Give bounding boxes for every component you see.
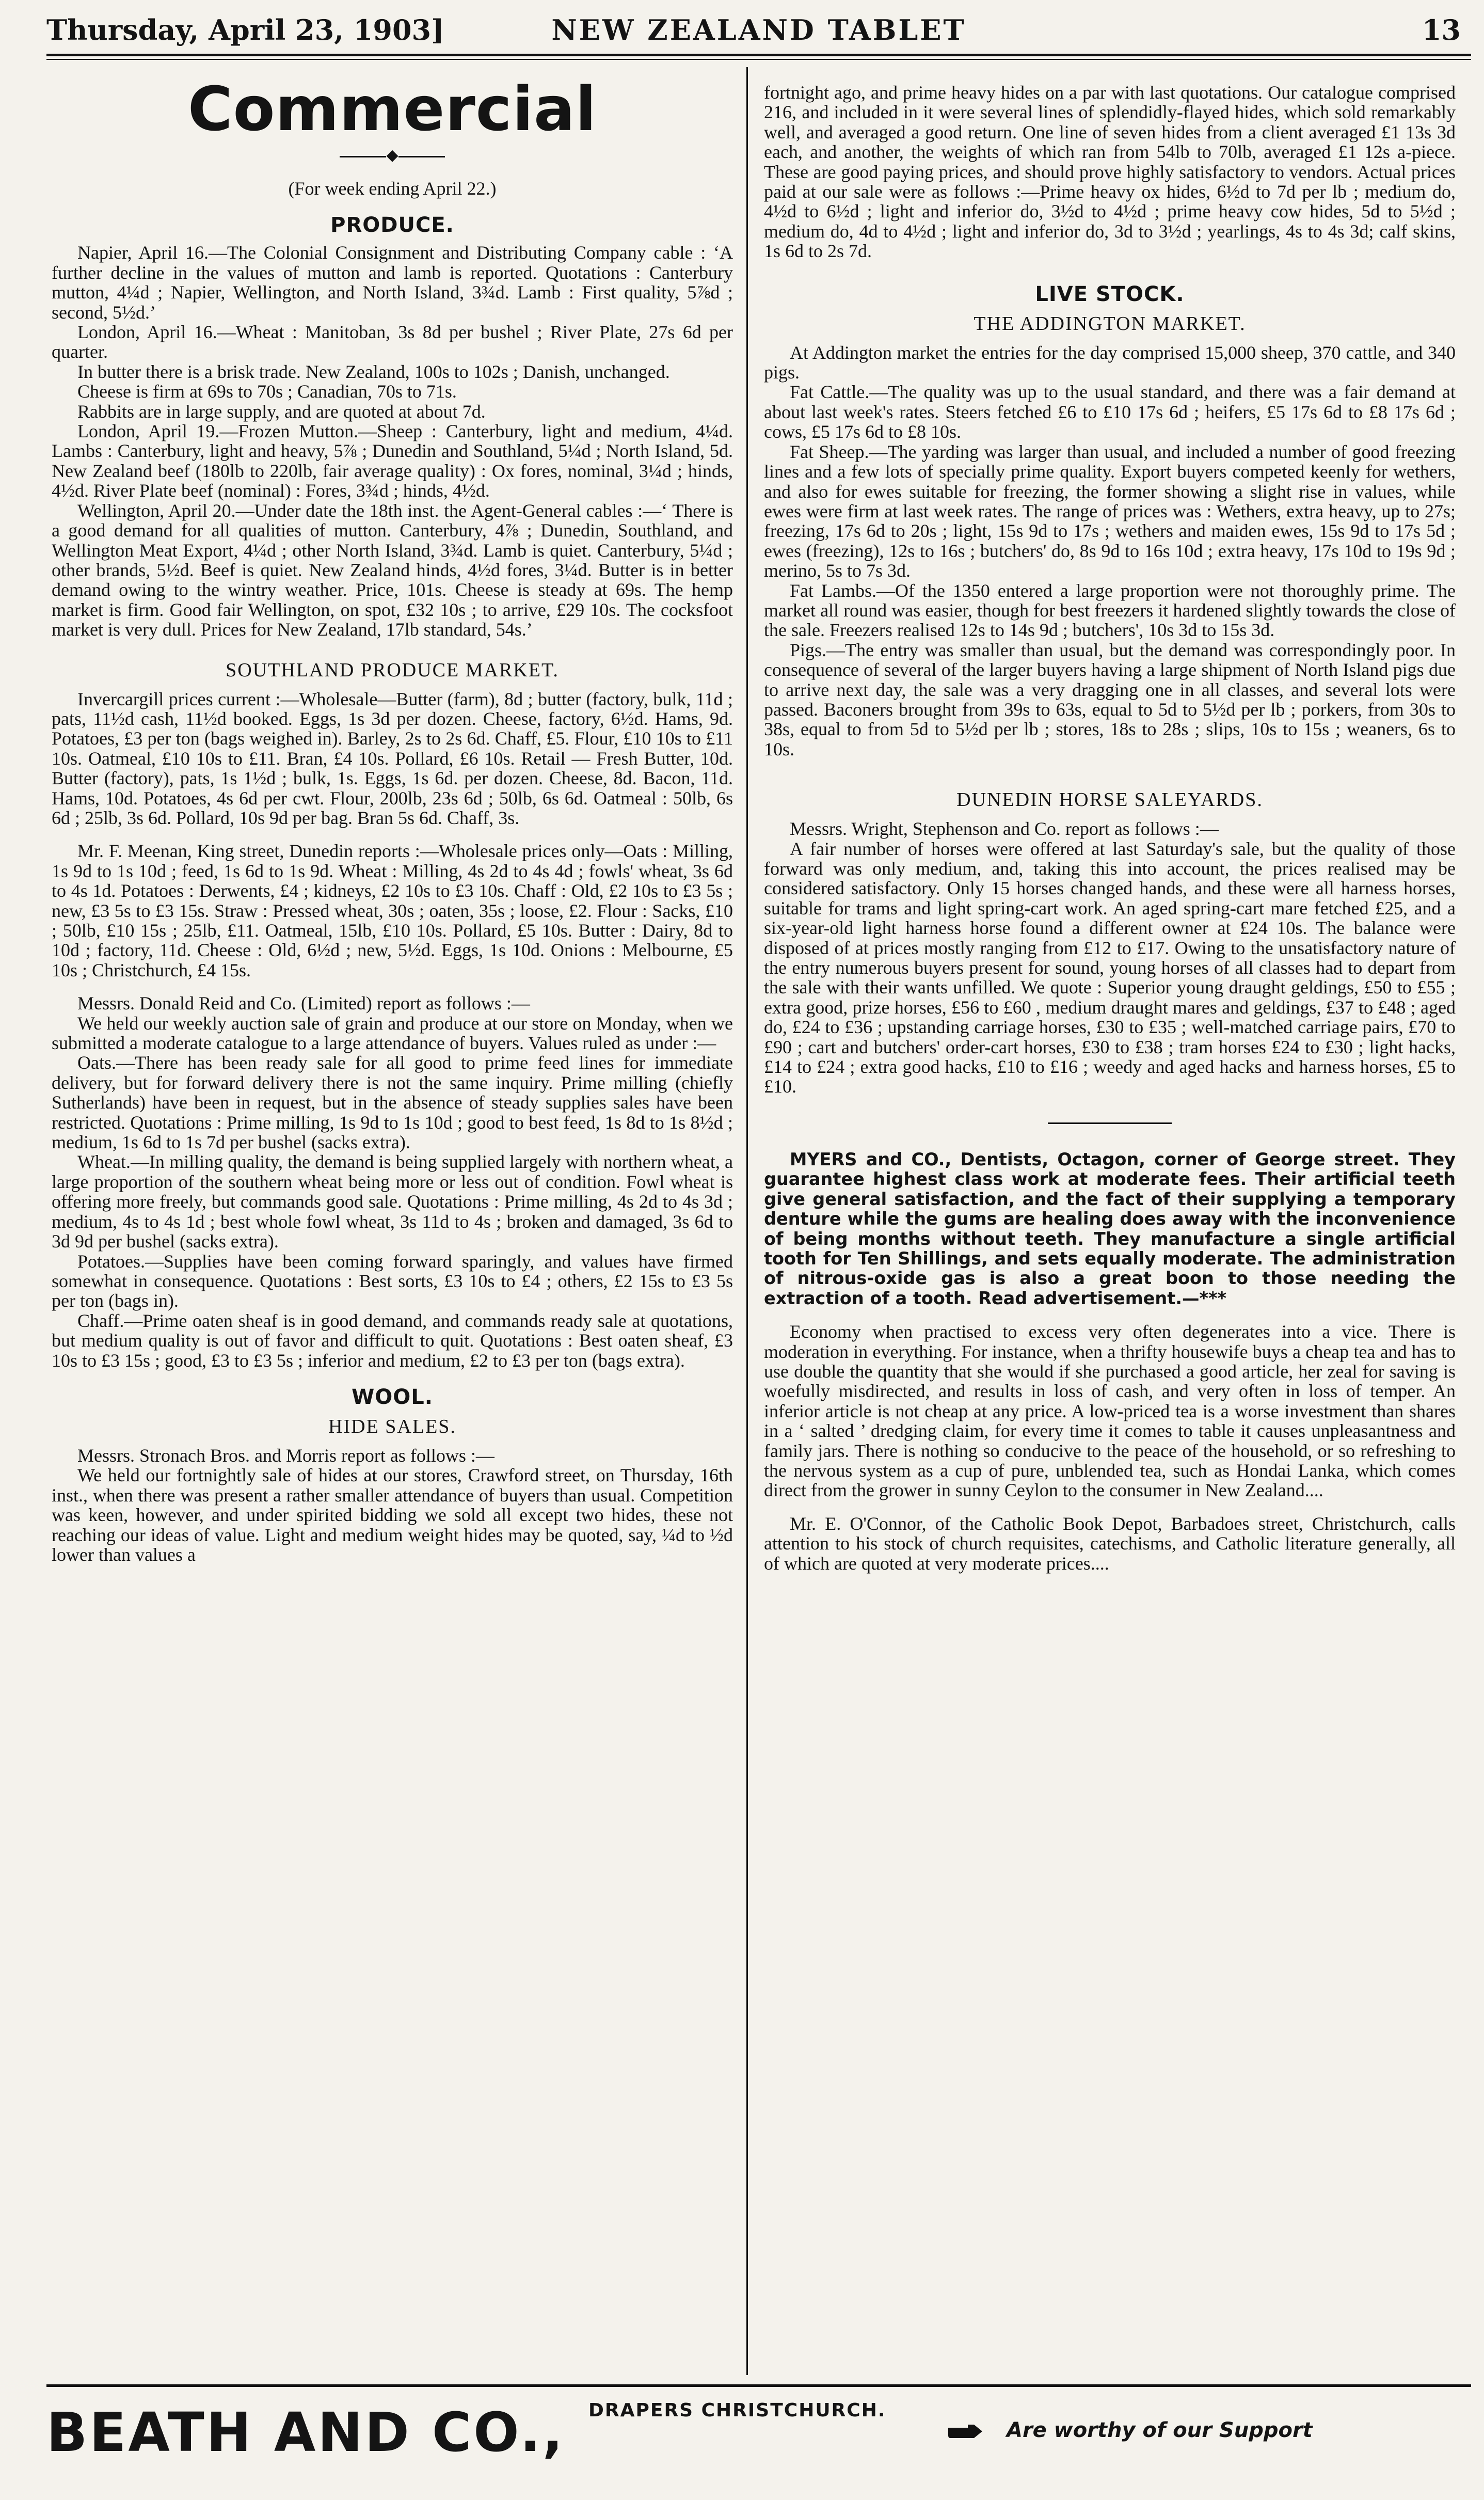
addington-paragraph: Fat Cattle.—The quality was up to the usual standard, and there was a fair demand at about last week's rates. Steers fetched £6 to £10 17s 6d ; heifers, £5 17s 6d to £8 17s 6d ; cows, £5 17s 6d to £8 10s. (764, 382, 1456, 442)
horse-paragraph: A fair number of horses were offered at last Saturday's sale, but the quality of those forward was only medium, and, taking this into account, the prices realised may be considered satisfactory. Only 15 horses changed hands, and these were all harness horses, suitable for trams and light spring-cart work. An aged spring-cart mare fetched £25, and a six-year-old light harness horse found a different owner at £24 10s. The balance were disposed of at prices mostly ranging from £12 to £17. Owing to the unsatisfactory nature of the entry numerous buyers present for sound, young horses of all classes had to depart from the sale with their wants unfilled. We quote : Superior young draught geldings, £50 to £55 ; extra good, prize horses, £56 to £60 , medium draught mares and geldings, £37 to £48 ; aged do, £24 to £36 ; upstanding carriage horses, £30 to £35 ; well-matched carriage pairs, £70 to £90 ; cart and butchers' order-cart horses, £30 to £38 ; tram horses £24 to £30 ; light hacks, £14 to £24 ; extra good hacks, £10 to £16 ; weedy and aged hacks and harness horses, £5 to £10. (764, 838, 1456, 1097)
addington-paragraph: Fat Lambs.—Of the 1350 entered a large proportion were not thoroughly prime. The market all round was easier, though for best freezers it hardened slightly towards the close of the sale. Freezers realised 12s to 14s 9d ; butchers', 10s 3d to 15s 3d. (764, 580, 1456, 641)
hides-paragraph: We held our fortnightly sale of hides at our stores, Crawford street, on Thursday, 16th inst., when there was present a rather smaller attendance of buyers than usual. Competition was keen, however, and under spirited bidding we sold all except two hides, these not reaching our ideas of value. Light and medium weight hides may be quoted, say, ¼d to ½d lower than values a (52, 1465, 733, 1565)
addington-paragraph: At Addington market the entries for the day comprised 15,000 sheep, 370 cattle, and 340 pigs. (764, 342, 1456, 383)
footer-drapers: DRAPERS CHRISTCHURCH. (588, 2400, 886, 2421)
produce-paragraph: London, April 19.—Frozen Mutton.—Sheep : Canterbury, light and medium, 4¼d. Lambs : Canterbury, light and heavy, 5⅞ ; Dunedin and Southland, 5¼d ; North Island, 5d. New Zealand beef (180lb to 220lb, fair average quality) : Ox fores, nominal, 3¼d ; hinds, 4½d. River Plate beef (nominal) : Fores, 3¾d ; hinds, 4½d. (52, 421, 733, 501)
horse-paragraph: Messrs. Wright, Stephenson and Co. report as follows :— (790, 818, 1219, 840)
header-title: NEW ZEALAND TABLET (551, 13, 966, 46)
header-page-number: 13 (1422, 13, 1461, 46)
southland-paragraph: Invercargill prices current :—Wholesale—Butter (farm), 8d ; butter (factory, bulk, 11d ; pats, 11½d cash, 11½d booked. Eggs, 1s 3d per dozen. Cheese, factory, 6½d. Hams, 9d. Potatoes, £3 per ton (bags weighed in). Barley, 2s to 2s 6d. Chaff, £5. Flour, £10 10s to £11 10s. Oatmeal, £10 10s to £11. Bran, £4 10s. Pollard, £6 10s. Retail — Fresh Butter, 10d. Butter (factory), pats, 1s 1½d ; bulk, 1s. Eggs, 1s 6d. per dozen. Cheese, 8d. Bacon, 11d. Hams, 10d. Potatoes, 4s 6d per cwt. Flour, 200lb, 23s 6d ; 50lb, 6s 6d. Oatmeal : 50lb, 6s 6d ; 25lb, 3s 6d. Pollard, 10s 9d per bag. Bran 5s 6d. Chaff, 3s. (52, 688, 733, 828)
produce-paragraph: In butter there is a brisk trade. New Zealand, 100s to 102s ; Danish, unchanged. (77, 361, 670, 382)
section-rule (1048, 1122, 1172, 1124)
header-rule-thin (46, 59, 1471, 60)
wool-heading: WOOL. (352, 1385, 433, 1409)
column-right (764, 83, 1456, 1573)
produce-heading: PRODUCE. (330, 213, 454, 238)
produce-paragraph: Wellington, April 20.—Under date the 18th inst. the Agent-General cables :—‘ There is a good demand for all qualities of mutton. Canterbury, 4⅞ ; Dunedin, Southland, and Wellington Meat Export, 4¼d ; other North Island, 3¾d. Lamb is quiet. Canterbury, 5¼d ; other brands, 5½d. Beef is quiet. New Zealand hinds, 4½d fores, 3¼d. Butter is in better demand owing to the wintry weather. Price, 101s. Cheese is steady at 69s. The hemp market is firm. Good fair Wellington, on spot, £32 10s ; to arrive, £29 10s. The cocksfoot market is very dull. Prices for New Zealand, 17lb standard, 54s.’ (52, 500, 733, 640)
addington-paragraph: Fat Sheep.—The yarding was larger than usual, and included a number of good freezing lines and a few lots of specially prime quality. Export buyers competed keenly for wethers, and also for ewes suitable for freezing, the former showing a slight rise in values, while ewes were firm at last week rates. The range of prices was : Wethers, extra heavy, up to 27s; freezing, 17s 6d to 20s ; light, 15s 9d to 17s ; wethers and maiden ewes, 15s 9d to 17s 5d ; ewes (freezing), 12s to 16s ; butchers' do, 8s 9d to 16s 10d ; extra heavy, 17s 10d to 19s 9d ; merino, 5s to 7s 3d. (764, 441, 1456, 581)
produce-paragraph: London, April 16.—Wheat : Manitoban, 3s 8d per bushel ; River Plate, 27s 6d per quarter. (52, 322, 733, 362)
reid-paragraph: Messrs. Donald Reid and Co. (Limited) report as follows :— (77, 993, 530, 1014)
hides-continued: fortnight ago, and prime heavy hides on a par with last quotations. Our catalogue comprised 216, and included in it were several lines of splendidly-flayed hides, which sold remarkably well, and averaged a good return. One line of seven hides from a client averaged £1 13s 3d each, and another, the weights of which ran from 54lb to 70lb, averaged £1 12s a-piece. These are good paying prices, and should prove highly satisfactory to vendors. Actual prices paid at our sale were as follows :—Prime heavy ox hides, 6½d to 7d per lb ; medium do, 4½d to 6½d ; light and inferior do, 3½d to 4½d ; prime heavy cow hides, 5d to 5½d ; medium do, 4d to 4½d ; light and inferior do, 3d to 3½d ; yearlings, 4s to 4s 3d; calf skins, 1s 6d to 2s 7d. (764, 82, 1456, 262)
commercial-title: Commercial (187, 73, 597, 145)
oconnor-paragraph: Mr. E. O'Connor, of the Catholic Book Depot, Barbadoes street, Christchurch, calls attention to his stock of church requisites, catechisms, and Catholic literature generally, all of which are quoted at very moderate prices.... (764, 1513, 1456, 1574)
horse-saleyards-heading: DUNEDIN HORSE SALEYARDS. (956, 789, 1263, 811)
livestock-heading: LIVE STOCK. (1035, 282, 1185, 306)
meenan-report: Mr. F. Meenan, King street, Dunedin reports :—Wholesale prices only—Oats : Milling, 1s 9d to 1s 10d ; feed, 1s 6d to 1s 9d. Wheat : Milling, 4s 2d to 4s 4d ; fowls' wheat, 3s 6d to 4s 1d. Potatoes : Derwents, £4 ; kidneys, £2 10s to £3 10s. Chaff : Old, £2 10s to £3 5s ; new, £3 5s to £3 15s. Straw : Pressed wheat, 30s ; oaten, 35s ; loose, £2. Flour : Sacks, £10 ; 50lb, £10 15s ; 25lb, £11. Oatmeal, 15lb, £10 10s. Pollard, £5 10s. Butter : Dairy, 8d to 10d ; factory, 11d. Cheese : Old, 6½d ; new, 5½d. Eggs, 1s 10d. Onions : Melbourne, £5 10s ; Christchurch, £4 15s. (52, 841, 733, 980)
column-divider (746, 67, 748, 2375)
addington-paragraph: Pigs.—The entry was smaller than usual, but the demand was correspondingly poor. In consequence of several of the larger buyers having a large shipment of North Island pigs due to arrive next day, the sale was a very dragging one in all classes, and several lots were passed. Baconers brought from 39s to 63s, equal to 5d to 5½d per lb ; porkers, from 30s to 38s, equal to from 5d to 5½d per lb ; stores, 18s to 28s ; slips, 10s to 15s ; weaners, 6s to 10s. (764, 639, 1456, 760)
diamond-ornament-icon: ◆ (386, 147, 398, 164)
addington-heading: THE ADDINGTON MARKET. (974, 312, 1246, 335)
hide-sales-heading: HIDE SALES. (328, 1415, 456, 1437)
footer-slogan: Are worthy of our Support (1007, 2418, 1313, 2442)
reid-paragraph: Wheat.—In milling quality, the demand is being supplied largely with northern wheat, a large proportion of the southern wheat being more or less out of condition. Fowl wheat is offering more freely, but commands good sale. Quotations : Prime milling, 4s 2d to 4s 3d ; medium, 4s to 4s 1d ; best whole fowl wheat, 3s 11d to 4s ; broken and damaged, 3s 6d to 3d 9d per bushel (sacks extra). (52, 1151, 733, 1252)
reid-paragraph: Chaff.—Prime oaten sheaf is in good demand, and commands ready sale at quotations, but medium quality is out of favor and difficult to quit. Quotations : Best oaten sheaf, £3 10s to £3 15s ; good, £3 to £3 5s ; inferior and medium, £2 to £3 per ton (bags extra). (52, 1310, 733, 1371)
footer-advert (46, 2396, 1471, 2473)
reid-paragraph: We held our weekly auction sale of grain and produce at our store on Monday, when we submitted a moderate catalogue to a large attendance of buyers. Values ruled as under :— (52, 1012, 733, 1054)
footer-rule (46, 2384, 1471, 2387)
reid-paragraph: Potatoes.—Supplies have been coming forward sparingly, and values have firmed somewhat in consequence. Quotations : Best sorts, £3 10s to £4 ; others, £2 15s to £3 5s per ton (bags in). (52, 1251, 733, 1311)
myers-ad-text: MYERS and CO., Dentists, Octagon, corner of George street. They guarantee highest class work at moderate fees. Their artificial teeth give general satisfaction, and the fact of their supplying a temporary denture while the gums are healing does away with the inconvenience of being months without teeth. They manufacture a single artificial tooth for Ten Shillings, and sets equally moderate. The administration of nitrous-oxide gas is also a great boon to those needing the extraction of a tooth. Read advertisement.—*** (764, 1149, 1456, 1308)
produce-paragraph: Napier, April 16.—The Colonial Consignment and Distributing Company cable : ‘A further decline in the values of mutton and lamb is reported. Quotations : Canterbury mutton, 4¼d ; Napier, Wellington, and North Island, 3¾d. Lamb : First quality, 5⅞d ; second, 5½d.’ (52, 242, 733, 323)
southland-heading: SOUTHLAND PRODUCE MARKET. (226, 659, 559, 681)
reid-paragraph: Oats.—There has been ready sale for all good to prime feed lines for immediate delivery, but for forward delivery there is not the same inquiry. Prime milling (chiefly Sutherlands) have been in request, but in the absence of steady supplies sales have been restricted. Quotations : Prime milling, 1s 9d to 1s 10d ; good to best feed, 1s 8d to 1s 8½d ; medium, 1s 6d to 1s 7d per bushel (sacks extra). (52, 1052, 733, 1153)
column-left (52, 72, 733, 1564)
header-date: Thursday, April 23, 1903] (46, 13, 444, 46)
pointing-hand-icon (947, 2423, 983, 2440)
header-rule (46, 54, 1471, 56)
hides-paragraph: Messrs. Stronach Bros. and Morris report as follows :— (77, 1445, 494, 1466)
produce-paragraph: Cheese is firm at 69s to 70s ; Canadian, 70s to 71s. (77, 381, 457, 402)
economy-paragraph: Economy when practised to excess very often degenerates into a vice. There is moderation in everything. For instance, when a thrifty housewife buys a cheap tea and has to use double the quantity that she would if she purchased a good article, her zeal for saving is woefully misdirected, and results in loss of cash, and very often in loss of temper. An inferior article is not cheap at any price. A low-priced tea is a worse investment than shares in a ‘ salted ’ dredging claim, for every time it comes to table it causes unpleasantness and family jars. There is nothing so conducive to the peace of the household, or so refreshing to the nervous system as a cup of pure, unblended tea, such as Hondai Lanka, which comes direct from the grower in sunny Ceylon to the consumer in New Zealand.... (764, 1321, 1456, 1501)
footer-brand: BEATH AND CO., (46, 2401, 565, 2464)
myers-dentists-ad (764, 1150, 1456, 1308)
produce-paragraph: Rabbits are in large supply, and are quoted at about 7d. (77, 401, 486, 422)
title-ornament (52, 147, 733, 164)
page-header (46, 9, 1471, 56)
week-ending: (For week ending April 22.) (288, 178, 497, 199)
